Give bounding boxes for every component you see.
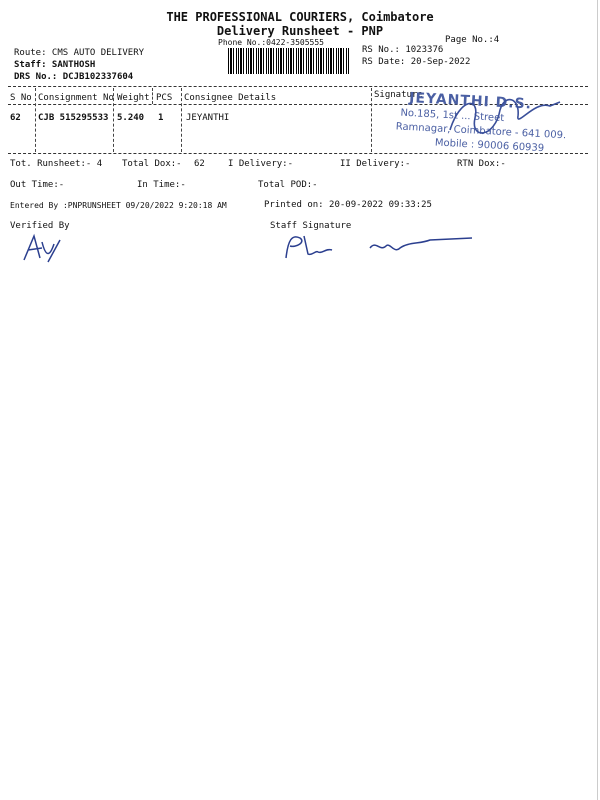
printed-on: Printed on: 20-09-2022 09:33:25 (264, 200, 432, 210)
runsheet-title: Delivery Runsheet - PNP (216, 24, 384, 38)
col-divider (152, 88, 153, 104)
verifier-signature (18, 232, 68, 266)
route: Route: CMS AUTO DELIVERY (14, 48, 145, 58)
col-header-consignment: Consignment No (38, 93, 114, 103)
cell-weight: 5.240 (117, 113, 145, 123)
col-header-sno: S No (10, 93, 32, 103)
cell-consignee: JEYANTHI (186, 113, 230, 123)
entered-by: Entered By :PNPRUNSHEET 09/20/2022 9:20:18 AM (10, 201, 227, 210)
cell-consignment: CJB 515295533 (38, 113, 109, 123)
col-header-signature: Signature (374, 90, 423, 100)
col-header-consignee: Consignee Details (184, 93, 277, 103)
phone-number: Phone No.:0422-3505555 (218, 38, 324, 47)
stamp-line: JEYANTHI D.S. (408, 90, 533, 113)
stamp-line: No.185, 1st ... Street (400, 107, 505, 125)
col-divider (371, 88, 372, 152)
tot-runsheet: Tot. Runsheet:- 4 (10, 159, 103, 169)
barcode (228, 48, 350, 74)
table-top-rule (8, 86, 588, 87)
out-time: Out Time:- (10, 180, 65, 190)
staff-signature-label: Staff Signature (270, 221, 352, 231)
drs-number: DRS No.: DCJB102337604 (14, 72, 134, 82)
ii-delivery: II Delivery:- (340, 159, 411, 169)
page-edge (597, 0, 598, 800)
total-pod: Total POD:- (258, 180, 318, 190)
page-number: Page No.:4 (445, 35, 500, 45)
total-dox-label: Total Dox:- (122, 159, 182, 169)
staff-signature (280, 230, 480, 264)
cell-pcs: 1 (158, 113, 164, 123)
cell-sno: 62 (10, 113, 21, 123)
verified-by-label: Verified By (10, 221, 70, 231)
total-dox-value: 62 (194, 159, 205, 169)
stamp-line: Ramnagar, Coimbatore - 641 009. (395, 121, 567, 142)
in-time: In Time:- (137, 180, 186, 190)
company-title: THE PROFESSIONAL COURIERS, Coimbatore (166, 10, 434, 24)
col-divider (35, 88, 36, 152)
col-header-pcs: PCS (156, 93, 173, 103)
i-delivery: I Delivery:- (228, 159, 294, 169)
rs-number: RS No.: 1023376 (362, 45, 444, 55)
col-divider (181, 88, 182, 152)
rtn-dox: RTN Dox:- (457, 159, 506, 169)
col-header-weight: Weight (117, 93, 150, 103)
stamp-line: Mobile : 90006 60939 (434, 137, 545, 155)
staff: Staff: SANTHOSH (14, 60, 96, 70)
receiver-signature (440, 88, 570, 148)
rs-date: RS Date: 20-Sep-2022 (362, 57, 471, 67)
